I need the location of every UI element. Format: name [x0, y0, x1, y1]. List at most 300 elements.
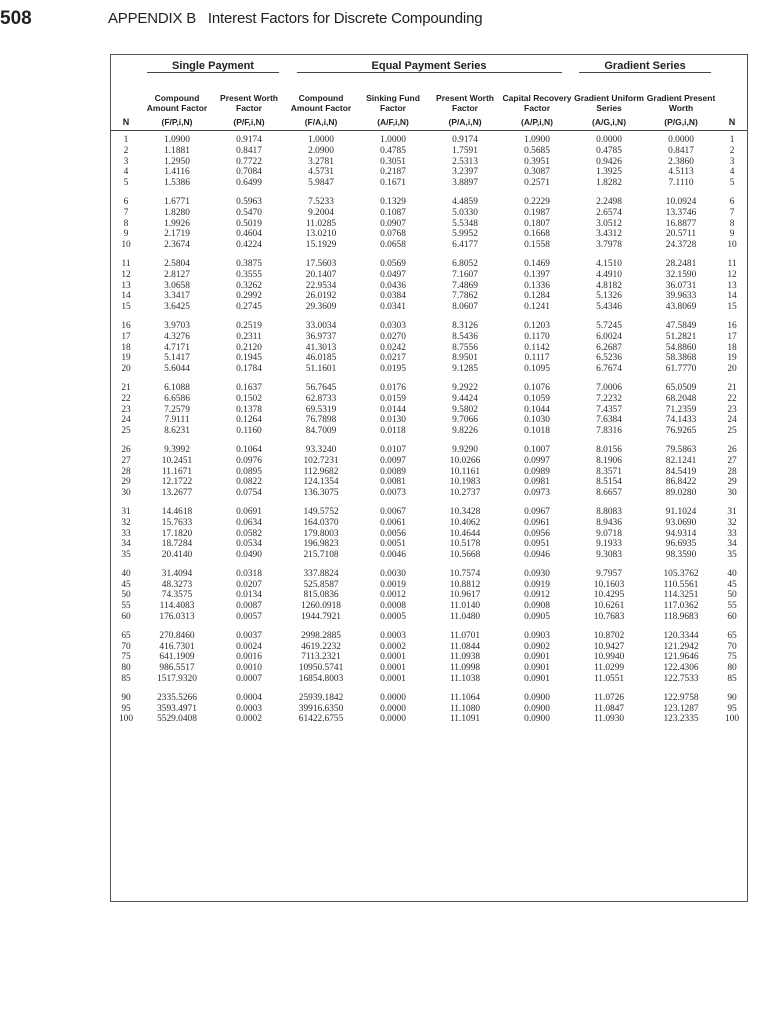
factor-cell: 98.3590: [665, 550, 697, 561]
factor-cell: 0.1018: [524, 426, 550, 437]
factor-cell: 525.8587: [303, 579, 339, 590]
factor-cell: 114.3251: [663, 590, 699, 601]
factor-cell: 0.0822: [236, 477, 262, 488]
factor-cell: 6.8052: [452, 258, 478, 269]
factor-cell: 2.1719: [164, 229, 190, 240]
factor-cell: 56.7645: [305, 382, 337, 393]
factor-cell: 6.4177: [452, 240, 478, 251]
n-value-right: 95: [727, 703, 737, 714]
factor-cell: 2.2498: [596, 196, 622, 207]
factor-cell: 0.0130: [380, 415, 406, 426]
factor-cell: 6.2687: [596, 342, 622, 353]
factor-cell: 0.7084: [236, 167, 262, 178]
factor-cell: 11.0480: [449, 612, 481, 623]
factor-cell: 3.6425: [164, 302, 190, 313]
interest-factor-table: [111, 55, 747, 725]
factor-cell: 0.9174: [236, 135, 262, 145]
table-row: [111, 415, 747, 426]
factor-cell: 7.2232: [596, 393, 622, 404]
factor-cell: 641.1909: [159, 652, 195, 663]
factor-cell: 0.0768: [380, 229, 406, 240]
factor-cell: 13.2677: [161, 488, 193, 499]
column-notation: (P/G,i,N): [645, 116, 717, 131]
table-row: [111, 685, 747, 704]
table-row: [111, 157, 747, 168]
factor-cell: 5.6044: [164, 364, 190, 375]
factor-cell: 7.5233: [308, 196, 334, 207]
factor-cell: 0.0056: [380, 528, 406, 539]
factor-cell: 7113.2321: [301, 652, 341, 663]
factor-cell: 17.1820: [161, 528, 193, 539]
factor-cell: 4.5731: [308, 167, 334, 178]
factor-cell: 0.0000: [668, 135, 694, 145]
factor-cell: 0.5963: [236, 196, 262, 207]
factor-cell: 10.6261: [593, 601, 625, 612]
column-header: Capital Recovery Factor: [502, 93, 572, 113]
factor-cell: 10.1603: [593, 579, 625, 590]
factor-cell: 11.1064: [449, 692, 481, 703]
n-value-right: 32: [727, 517, 737, 528]
factor-cell: 48.3273: [161, 579, 193, 590]
factor-cell: 0.0658: [380, 240, 406, 251]
factor-cell: 7.4869: [452, 280, 478, 291]
factor-cell: 215.7108: [303, 550, 339, 561]
factor-cell: 179.8003: [303, 528, 339, 539]
factor-cell: 123.1287: [663, 703, 699, 714]
factor-cell: 3.4312: [596, 229, 622, 240]
n-value-right: 17: [727, 331, 737, 342]
factor-cell: 65.0509: [665, 382, 697, 393]
table-row: [111, 642, 747, 653]
n-value-left: 22: [121, 393, 131, 404]
factor-cell: 0.0967: [524, 506, 550, 517]
factor-cell: 270.8460: [159, 630, 195, 641]
factor-cell: 121.9646: [663, 652, 699, 663]
column-header: Gradient Present Worth: [646, 93, 716, 113]
factor-cell: 5.5348: [452, 218, 478, 229]
factor-cell: 0.0051: [380, 539, 406, 550]
factor-cell: 51.1601: [305, 364, 337, 375]
factor-cell: 12.1722: [161, 477, 193, 488]
table-row: [111, 332, 747, 343]
n-value-right: 12: [727, 269, 737, 280]
factor-cell: 11.0847: [593, 703, 625, 714]
n-value-right: 29: [727, 477, 737, 488]
factor-cell: 54.8860: [665, 342, 697, 353]
factor-cell: 136.3075: [303, 488, 339, 499]
factor-cell: 2.0900: [308, 145, 334, 156]
factor-cell: 10.9940: [593, 652, 625, 663]
n-value-right: 2: [729, 145, 735, 156]
factor-cell: 1.9926: [164, 218, 190, 229]
n-value-left: 28: [121, 466, 131, 477]
table-row: [111, 394, 747, 405]
factor-cell: 0.7722: [236, 156, 262, 167]
factor-cell: 0.1095: [524, 364, 550, 375]
factor-cell: 0.4785: [380, 145, 406, 156]
table-row: [111, 189, 747, 208]
factor-cell: 11.0299: [593, 663, 625, 674]
factor-cell: 0.1284: [524, 291, 550, 302]
n-value-left: 45: [121, 579, 131, 590]
factor-cell: 7.7862: [452, 291, 478, 302]
n-value-right: 26: [727, 444, 737, 455]
factor-cell: 110.5561: [663, 579, 699, 590]
factor-cell: 0.0118: [380, 426, 406, 437]
factor-cell: 7.8316: [596, 426, 622, 437]
factor-cell: 24.3728: [665, 240, 697, 251]
n-value-right: 4: [729, 167, 735, 178]
group-single-payment: Single Payment: [141, 55, 285, 75]
factor-cell: 5529.0408: [157, 714, 197, 725]
factor-cell: 14.4618: [161, 506, 193, 517]
factor-cell: 8.9501: [452, 353, 478, 364]
n-value-left: 16: [121, 320, 131, 331]
factor-cell: 11.1091: [449, 714, 481, 725]
factor-cell: 0.0569: [380, 258, 406, 269]
factor-cell: 5.9952: [452, 229, 478, 240]
factor-cell: 0.0008: [380, 601, 406, 612]
factor-cell: 10.8702: [593, 630, 625, 641]
factor-cell: 0.3875: [236, 258, 262, 269]
factor-cell: 20.1407: [305, 269, 337, 280]
factor-cell: 0.0582: [236, 528, 262, 539]
factor-cell: 0.1030: [524, 415, 550, 426]
table-row: [111, 426, 747, 437]
factor-cell: 0.1807: [524, 218, 550, 229]
factor-cell: 0.0037: [236, 630, 262, 641]
factor-cell: 122.9758: [663, 692, 699, 703]
factor-cell: 0.1469: [524, 258, 550, 269]
factor-cell: 10.2737: [449, 488, 481, 499]
table-row: [111, 229, 747, 240]
factor-cell: 0.0159: [380, 393, 406, 404]
factor-cell: 416.7301: [159, 641, 195, 652]
factor-cell: 13.3746: [665, 207, 697, 218]
factor-cell: 46.0185: [305, 353, 337, 364]
factor-cell: 0.0436: [380, 280, 406, 291]
factor-cell: 815.0836: [303, 590, 339, 601]
factor-cell: 1.4116: [164, 167, 190, 178]
column-header: Compound Amount Factor: [290, 93, 352, 113]
factor-cell: 0.1558: [524, 240, 550, 251]
factor-cell: 0.0981: [524, 477, 550, 488]
factor-cell: 10.5668: [449, 550, 481, 561]
factor-cell: 0.0242: [380, 342, 406, 353]
factor-cell: 0.0000: [380, 714, 406, 725]
factor-cell: 0.1671: [380, 178, 406, 189]
table-row: [111, 353, 747, 364]
factor-cell: 0.0087: [236, 601, 262, 612]
n-value-right: 30: [727, 488, 737, 499]
factor-cell: 2.5313: [452, 156, 478, 167]
factor-cell: 0.3262: [236, 280, 262, 291]
column-notation: (A/P,i,N): [501, 116, 573, 131]
table-row: [111, 561, 747, 580]
group-gradient-series: Gradient Series: [573, 55, 717, 75]
factor-cell: 26.0192: [305, 291, 337, 302]
factor-cell: 0.0007: [236, 674, 262, 685]
column-header: Present Worth Factor: [436, 93, 494, 113]
factor-cell: 39.9633: [665, 291, 697, 302]
factor-cell: 0.0951: [524, 539, 550, 550]
factor-cell: 13.0210: [305, 229, 337, 240]
factor-cell: 68.2048: [665, 393, 697, 404]
factor-cell: 102.7231: [303, 455, 339, 466]
factor-cell: 2.8127: [164, 269, 190, 280]
factor-cell: 11.1080: [449, 703, 481, 714]
n-value-right: 7: [729, 207, 735, 218]
n-value-left: 12: [121, 269, 131, 280]
factor-cell: 74.1433: [665, 415, 697, 426]
n-value-right: 13: [727, 280, 737, 291]
factor-cell: 5.0330: [452, 207, 478, 218]
factor-cell: 0.0002: [380, 641, 406, 652]
n-value-left: 30: [121, 488, 131, 499]
factor-cell: 2.6574: [596, 207, 622, 218]
factor-cell: 8.5436: [452, 331, 478, 342]
factor-cell: 51.2821: [665, 331, 697, 342]
table-row: [111, 674, 747, 685]
factor-cell: 0.0901: [524, 652, 550, 663]
factor-cell: 196.9823: [303, 539, 339, 550]
n-value-left: 20: [121, 364, 131, 375]
factor-cell: 0.1945: [236, 353, 262, 364]
factor-cell: 36.0731: [665, 280, 697, 291]
factor-cell: 112.9682: [303, 466, 339, 477]
n-value-right: 14: [727, 291, 737, 302]
factor-cell: 1.7591: [452, 145, 478, 156]
n-value-right: 34: [727, 539, 737, 550]
factor-cell: 3.7978: [596, 240, 622, 251]
factor-cell: 1.3925: [596, 167, 622, 178]
factor-cell: 6.7674: [596, 364, 622, 375]
column-notation: (P/A,i,N): [429, 116, 501, 131]
table-row: [111, 375, 747, 394]
factor-cell: 8.0156: [596, 444, 622, 455]
factor-cell: 124.1354: [303, 477, 339, 488]
factor-cell: 0.0001: [380, 674, 406, 685]
factor-cell: 9.2004: [308, 207, 334, 218]
factor-cell: 11.0701: [449, 630, 481, 641]
factor-cell: 0.0067: [380, 506, 406, 517]
n-value-right: 3: [729, 156, 735, 167]
factor-cell: 8.1906: [596, 455, 622, 466]
factor-cell: 0.0061: [380, 517, 406, 528]
factor-cell: 29.3609: [305, 302, 337, 313]
n-value-left: 65: [121, 630, 131, 641]
n-value-right: 70: [727, 641, 737, 652]
factor-cell: 9.8226: [452, 426, 478, 437]
factor-cell: 8.8083: [596, 506, 622, 517]
factor-cell: 0.1087: [380, 207, 406, 218]
factor-cell: 10.5178: [449, 539, 481, 550]
table-row: [111, 251, 747, 270]
page-number: 508: [0, 8, 32, 29]
factor-cell: 3.2781: [308, 156, 334, 167]
n-value-left: 27: [121, 455, 131, 466]
table-row: [111, 518, 747, 529]
factor-cell: 11.0844: [449, 641, 481, 652]
n-value-right: 45: [727, 579, 737, 590]
factor-cell: 96.6935: [665, 539, 697, 550]
n-value-right: 25: [727, 426, 737, 437]
factor-cell: 1.0900: [164, 135, 190, 145]
factor-cell: 18.7284: [161, 539, 193, 550]
n-value-left: 19: [121, 353, 131, 364]
n-value-left: 70: [121, 641, 131, 652]
factor-cell: 0.0000: [596, 135, 622, 145]
n-value-left: 17: [121, 331, 131, 342]
factor-cell: 4.4910: [596, 269, 622, 280]
factor-cell: 10.2451: [161, 455, 193, 466]
factor-cell: 0.4785: [596, 145, 622, 156]
factor-cell: 0.0900: [524, 714, 550, 725]
factor-cell: 0.1160: [236, 426, 262, 437]
factor-cell: 2.5804: [164, 258, 190, 269]
factor-cell: 17.5603: [305, 258, 337, 269]
n-value-right: 24: [727, 415, 737, 426]
factor-cell: 3.0512: [596, 218, 622, 229]
factor-cell: 0.9174: [452, 135, 478, 145]
factor-cell: 1.6771: [164, 196, 190, 207]
notation-row: [111, 116, 747, 131]
factor-cell: 0.0207: [236, 579, 262, 590]
n-value-left: 35: [121, 550, 131, 561]
factor-cell: 0.0912: [524, 590, 550, 601]
n-value-left: 10: [121, 240, 131, 251]
factor-cell: 117.0362: [663, 601, 699, 612]
n-value-left: 14: [121, 291, 131, 302]
n-value-right: 65: [727, 630, 737, 641]
factor-cell: 0.1264: [236, 415, 262, 426]
table-row: [111, 131, 747, 146]
column-header: Sinking Fund Factor: [366, 93, 420, 113]
table-row: [111, 208, 747, 219]
factor-cell: 10.0924: [665, 196, 697, 207]
factor-cell: 0.0144: [380, 404, 406, 415]
factor-cell: 62.8733: [305, 393, 337, 404]
factor-cell: 3.3417: [164, 291, 190, 302]
factor-cell: 10.0266: [449, 455, 481, 466]
factor-cell: 176.0313: [159, 612, 195, 623]
factor-cell: 0.0000: [380, 692, 406, 703]
factor-cell: 0.0895: [236, 466, 262, 477]
factor-cell: 10.7683: [593, 612, 625, 623]
factor-cell: 114.4083: [159, 601, 195, 612]
n-value-right: 31: [727, 506, 737, 517]
n-value-left: 9: [123, 229, 129, 240]
factor-cell: 4.5113: [668, 167, 694, 178]
factor-cell: 0.0318: [236, 568, 262, 579]
factor-cell: 0.1076: [524, 382, 550, 393]
factor-cell: 9.7957: [596, 568, 622, 579]
factor-cell: 0.0176: [380, 382, 406, 393]
factor-cell: 0.0303: [380, 320, 406, 331]
factor-cell: 1260.0918: [301, 601, 341, 612]
n-value-right: 15: [727, 302, 737, 313]
factor-cell: 0.0973: [524, 488, 550, 499]
factor-cell: 4619.2232: [301, 641, 341, 652]
factor-cell: 0.1241: [524, 302, 550, 313]
n-value-right: 23: [727, 404, 737, 415]
factor-cell: 2998.2885: [301, 630, 341, 641]
table-row: [111, 437, 747, 456]
factor-cell: 121.2942: [663, 641, 699, 652]
n-value-left: 3: [123, 156, 129, 167]
factor-cell: 105.3762: [663, 568, 699, 579]
table-row: [111, 612, 747, 623]
n-value-left: 100: [118, 714, 134, 725]
n-value-left: 11: [121, 258, 131, 269]
factor-cell: 1.8282: [596, 178, 622, 189]
factor-cell: 0.1044: [524, 404, 550, 415]
factor-cell: 11.1671: [161, 466, 193, 477]
factor-cell: 0.0134: [236, 590, 262, 601]
n-value-right: 28: [727, 466, 737, 477]
factor-cell: 10.1161: [449, 466, 481, 477]
factor-cell: 6.5236: [596, 353, 622, 364]
n-value-left: 7: [123, 207, 129, 218]
factor-cell: 0.0030: [380, 568, 406, 579]
column-notation: (F/A,i,N): [285, 116, 357, 131]
factor-cell: 76.9265: [665, 426, 697, 437]
n-value-left: 40: [121, 568, 131, 579]
factor-cell: 0.0497: [380, 269, 406, 280]
factor-cell: 8.5154: [596, 477, 622, 488]
factor-cell: 0.0005: [380, 612, 406, 623]
factor-cell: 93.3240: [305, 444, 337, 455]
factor-cell: 0.0010: [236, 663, 262, 674]
factor-cell: 0.1007: [524, 444, 550, 455]
n-value-right: 19: [727, 353, 737, 364]
factor-cell: 3.2397: [452, 167, 478, 178]
factor-cell: 79.5863: [665, 444, 697, 455]
n-value-right: 90: [727, 692, 737, 703]
n-value-left: 6: [123, 196, 129, 207]
factor-cell: 0.0900: [524, 692, 550, 703]
factor-cell: 9.2922: [452, 382, 478, 393]
factor-cell: 32.1590: [665, 269, 697, 280]
n-value-left: 23: [121, 404, 131, 415]
factor-cell: 16.8877: [665, 218, 697, 229]
factor-cell: 10.4644: [449, 528, 481, 539]
factor-cell: 11.0551: [593, 674, 625, 685]
factor-cell: 6.1088: [164, 382, 190, 393]
n-value-right: 33: [727, 528, 737, 539]
factor-cell: 9.5802: [452, 404, 478, 415]
factor-cell: 0.5685: [524, 145, 550, 156]
factor-cell: 7.9111: [164, 415, 190, 426]
factor-cell: 0.0901: [524, 674, 550, 685]
factor-cell: 11.0140: [449, 601, 481, 612]
factor-cell: 0.4604: [236, 229, 262, 240]
n-value-left: 2: [123, 145, 129, 156]
table-row: [111, 240, 747, 251]
factor-cell: 9.1933: [596, 539, 622, 550]
factor-cell: 11.0930: [593, 714, 625, 725]
n-value-left: 33: [121, 528, 131, 539]
factor-cell: 0.6499: [236, 178, 262, 189]
n-value-right: 9: [729, 229, 735, 240]
table-row: [111, 539, 747, 550]
factor-cell: 0.2187: [380, 167, 406, 178]
factor-cell: 0.0384: [380, 291, 406, 302]
n-value-left: 34: [121, 539, 131, 550]
factor-cell: 7.4357: [596, 404, 622, 415]
table-row: [111, 663, 747, 674]
table-row: [111, 364, 747, 375]
